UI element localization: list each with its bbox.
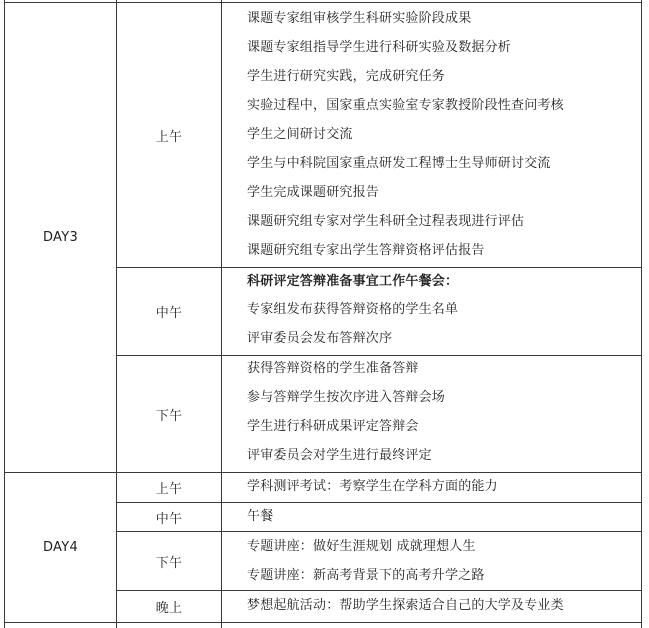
period-label: 晚上 (155, 601, 183, 616)
activity-item: 梦想起航活动：帮助学生探索适合自己的大学及专业类 (247, 598, 564, 613)
activity-item: 评审委员会对学生进行最终评定 (247, 448, 432, 463)
period-label: 下午 (155, 408, 183, 424)
period-label: 上午 (155, 129, 183, 145)
table-border-right (641, 0, 642, 628)
activity-item: 学生之间研讨交流 (247, 127, 353, 142)
table-border-col2 (221, 0, 222, 628)
activity-item: 课题研究组专家出学生答辩资格评估报告 (247, 243, 485, 258)
activity-item: 学生完成课题研究报告 (247, 185, 380, 200)
activity-item: 学生与中科院国家重点研发工程博士生导师研讨交流 (247, 156, 551, 171)
period-label: 下午 (155, 555, 183, 571)
activity-item: 专家组发布获得答辩资格的学生名单 (247, 302, 459, 317)
activity-item: 获得答辩资格的学生准备答辩 (247, 361, 419, 376)
activity-item: 学生进行科研成果评定答辩会 (247, 419, 419, 434)
activity-item: 专题讲座：做好生涯规划 成就理想人生 (247, 539, 476, 554)
period-label: 中午 (155, 306, 183, 321)
day-label: DAY3 (42, 230, 79, 245)
activity-item: 参与答辩学生按次序进入答辩会场 (247, 390, 446, 405)
table-border-bottom (4, 622, 642, 623)
activity-item: 专题讲座：新高考背景下的高考升学之路 (247, 568, 485, 583)
activity-item: 课题专家组指导学生进行科研实验及数据分析 (247, 40, 512, 55)
activity-item: 评审委员会发布答辩次序 (247, 331, 393, 346)
activity-item: 学生进行研究实践，完成研究任务 (247, 69, 446, 84)
day-label: DAY4 (42, 540, 79, 555)
activity-item: 课题研究组专家对学生科研全过程表现进行评估 (247, 214, 525, 229)
activity-item: 午餐 (247, 509, 274, 524)
activity-item: 学科测评考试：考察学生在学科方面的能力 (247, 479, 498, 494)
activity-item: 课题专家组审核学生科研实验阶段成果 (247, 11, 472, 26)
period-label: 上午 (155, 482, 183, 497)
period-label: 中午 (155, 511, 183, 527)
activity-item: 实验过程中，国家重点实验室专家教授阶段性查问考核 (247, 98, 564, 113)
activity-heading: 科研评定答辩准备事宜工作午餐会： (247, 274, 459, 289)
